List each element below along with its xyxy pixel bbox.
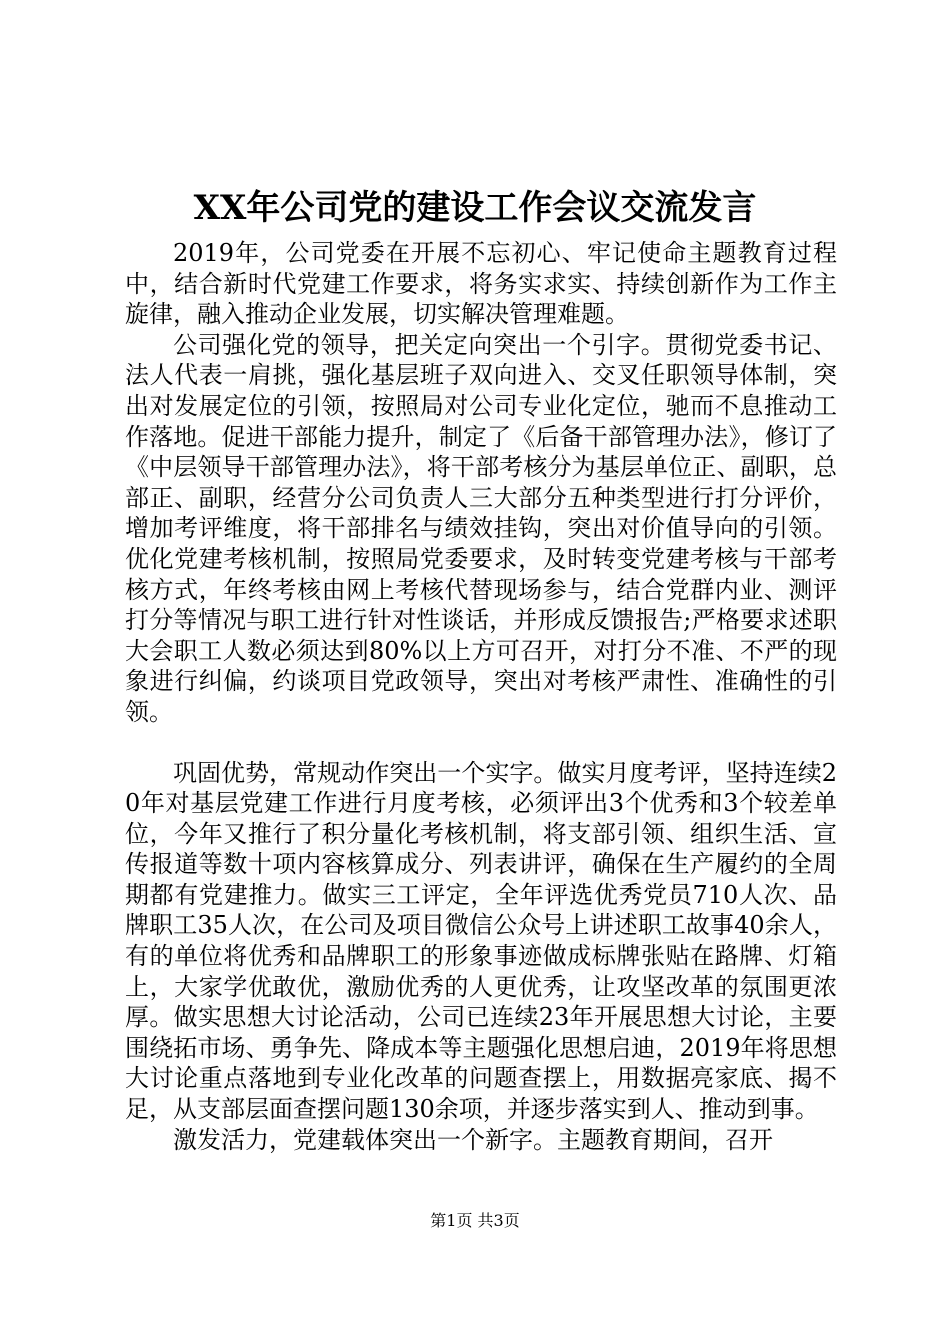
paragraph-vitality: 激发活力，党建载体突出一个新字。主题教育期间，召开 [173,1125,773,1154]
paragraph-consolidate: 巩固优势，常规动作突出一个实字。做实月度考评，坚持连续20年对基层党建工作进行月度考核，必须评出3个优秀和3个较差单位，今年又推行了积分量化考核机制，将支部引领、组织生活、宣传报道等数十项内容核算成分、列表讲评，确保在生产履约的全周期都有党建推力。做实三工评定，全年评选优秀党员710人次、品牌职工35人次，在公司及项目微信公众号上讲述职工故事40余人，有的单位将优秀和品牌职工的形象事迹做成标牌张贴在路牌、灯箱上，大家学优敢优，激励优秀的人更优秀，让攻坚改革的氛围更浓厚。做实思想大讨论活动，公司已连续23年开展思想大讨论，主要围绕拓市场、勇争先、降成本等主题强化思想启迪，2019年将思想大讨论重点落地到专业化改革的问题查摆上，用数据亮家底、揭不足，从支部层面查摆问题130余项，并逐步落实到人、推动到事。 [125,758,837,1124]
paragraph-intro: 2019年，公司党委在开展不忘初心、牢记使命主题教育过程中，结合新时代党建工作要求，将务实求实、持续创新作为工作主旋律，融入推动企业发展，切实解决管理难题。 [125,239,837,329]
page-footer: 第1页 共3页 [430,1211,520,1230]
paragraph-leadership: 公司强化党的领导，把关定向突出一个引字。贯彻党委书记、法人代表一肩挑，强化基层班子双向进入、交叉任职领导体制，突出对发展定位的引领，按照局对公司专业化定位，驰而不息推动工作落地。促进干部能力提升，制定了《后备干部管理办法》，修订了《中层领导干部管理办法》，将干部考核分为基层单位正、副职，总部正、副职，经营分公司负责人三大部分五种类型进行打分评价，增加考评维度，将干部排名与绩效挂钩，突出对价值导向的引领。优化党建考核机制，按照局党委要求，及时转变党建考核与干部考核方式，年终考核由网上考核代替现场参与，结合党群内业、测评打分等情况与职工进行针对性谈话，并形成反馈报告;严格要求述职大会职工人数必须达到80%以上方可召开，对打分不准、不严的现象进行纠偏，约谈项目党政领导，突出对考核严肃性、准确性的引领。 [125,330,837,726]
document-title: XX年公司党的建设工作会议交流发言 [193,188,757,228]
document-body [125,238,837,1155]
